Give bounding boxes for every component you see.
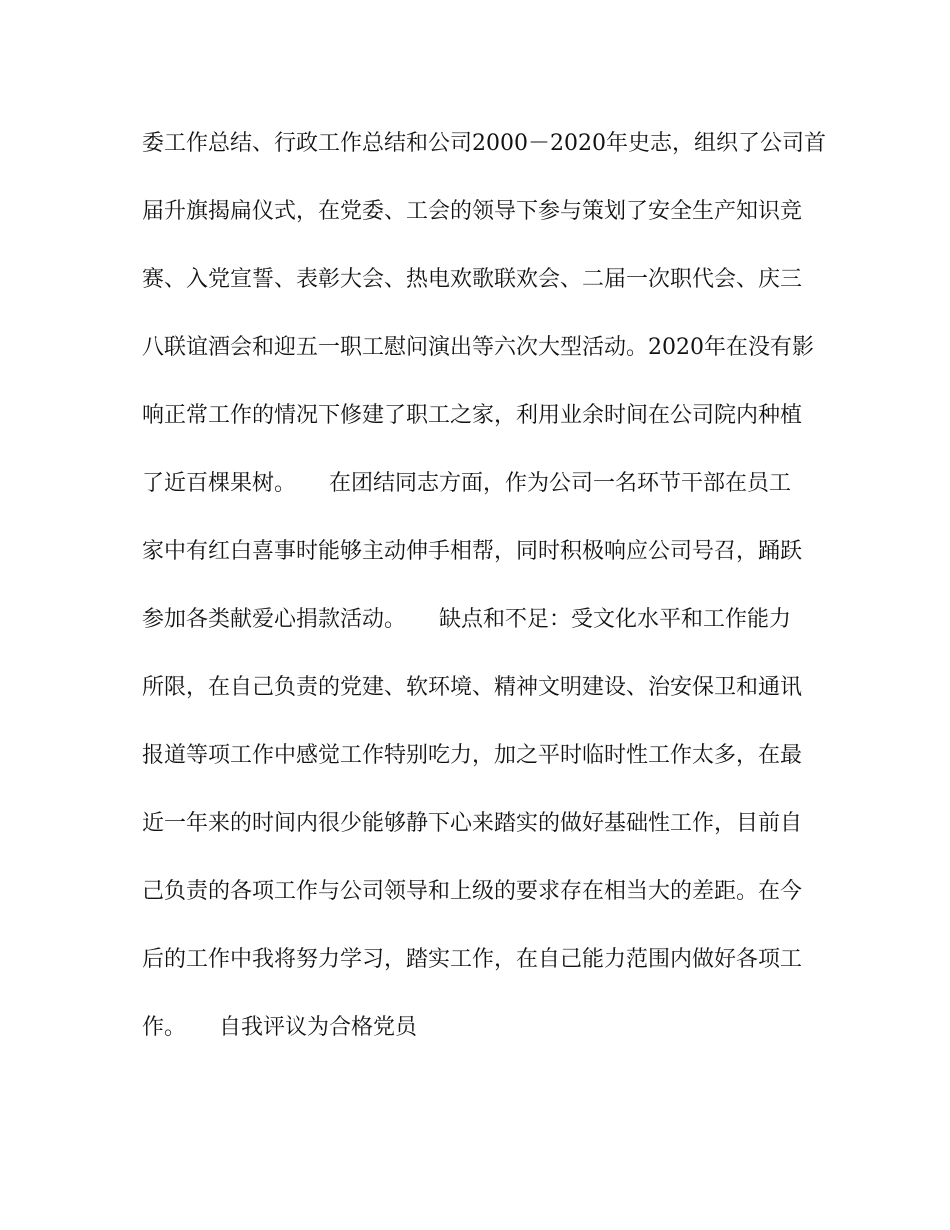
- text-line: 八联谊酒会和迎五一职工慰问演出等六次大型活动。2020年在没有影: [142, 335, 814, 360]
- text-line: 委工作总结、行政工作总结和公司2000－2020年史志，组织了公司首: [142, 131, 826, 156]
- text-line: 参加各类献爱心捐款活动。 缺点和不足：受文化水平和工作能力: [142, 607, 792, 632]
- text-line: 赛、入党宣誓、表彰大会、热电欢歌联欢会、二届一次职代会、庆三: [142, 267, 803, 292]
- text-line: 响正常工作的情况下修建了职工之家，利用业余时间在公司院内种植: [142, 403, 803, 428]
- text-line: 届升旗揭扁仪式，在党委、工会的领导下参与策划了安全生产知识竞: [142, 199, 803, 224]
- text-line: 所限，在自己负责的党建、软环境、精神文明建设、治安保卫和通讯: [142, 675, 803, 700]
- text-line: 近一年来的时间内很少能够静下心来踏实的做好基础性工作，目前自: [142, 811, 803, 836]
- text-line: 了近百棵果树。 在团结同志方面，作为公司一名环节干部在员工: [142, 471, 792, 496]
- text-line: 后的工作中我将努力学习，踏实工作，在自己能力范围内做好各项工: [142, 947, 803, 972]
- text-line: 作。 自我评议为合格党员: [142, 1015, 418, 1040]
- body-text: [142, 122, 826, 1074]
- text-line: 家中有红白喜事时能够主动伸手相帮，同时积极响应公司号召，踊跃: [142, 539, 803, 564]
- text-line: 己负责的各项工作与公司领导和上级的要求存在相当大的差距。在今: [142, 879, 803, 904]
- text-line: 报道等项工作中感觉工作特别吃力，加之平时临时性工作太多，在最: [142, 743, 803, 768]
